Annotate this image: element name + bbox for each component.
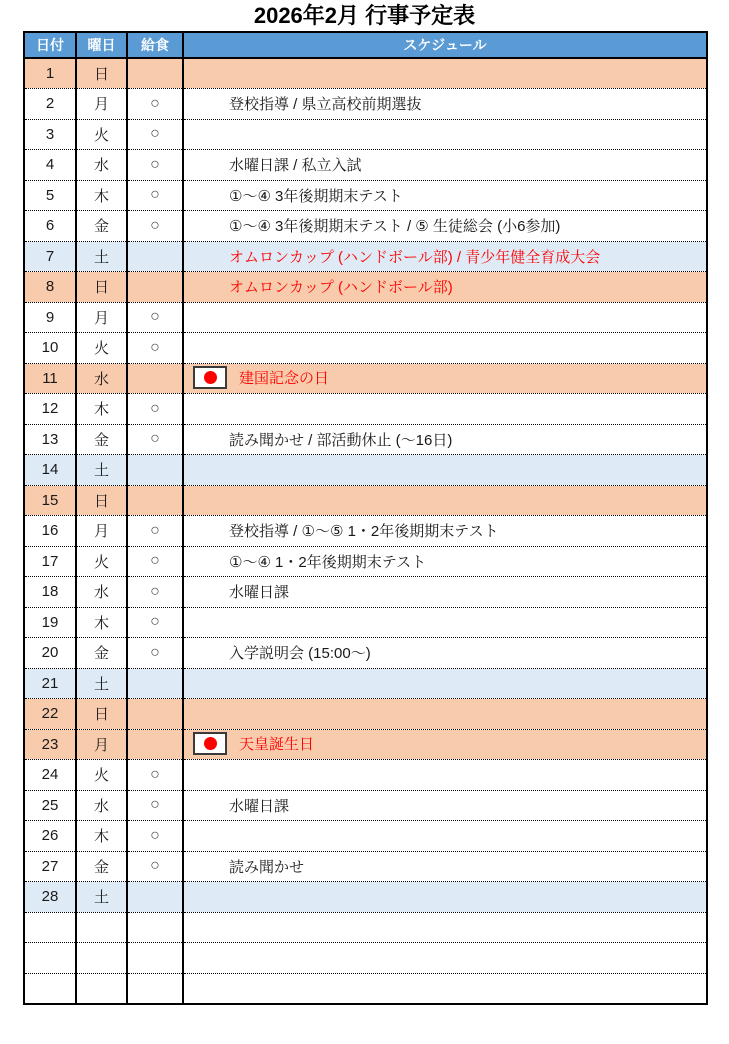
day-of-week-cell: 月 (76, 516, 127, 547)
day-of-week-cell: 月 (76, 302, 127, 333)
date-cell: 27 (24, 851, 76, 882)
schedule-text: ①～④ 3年後期期末テスト / ⑤ 生徒総会 (小6参加) (229, 218, 561, 236)
date-cell: 3 (24, 119, 76, 150)
date-cell: 7 (24, 241, 76, 272)
schedule-cell (183, 882, 707, 913)
table-row (24, 790, 707, 821)
header-row (24, 32, 707, 58)
schedule-cell (183, 485, 707, 516)
schedule-cell (183, 150, 707, 181)
day-of-week-cell: 水 (76, 790, 127, 821)
lunch-cell: ○ (127, 394, 183, 425)
lunch-cell (127, 668, 183, 699)
date-cell: 10 (24, 333, 76, 364)
lunch-cell: ○ (127, 638, 183, 669)
day-of-week-cell: 土 (76, 455, 127, 486)
table-row (24, 119, 707, 150)
lunch-cell: ○ (127, 546, 183, 577)
event-schedule-page (0, 3, 729, 1005)
lunch-cell (127, 943, 183, 974)
day-of-week-cell: 土 (76, 668, 127, 699)
schedule-table-header (24, 32, 707, 58)
day-of-week-cell: 火 (76, 760, 127, 791)
date-cell: 8 (24, 272, 76, 303)
schedule-cell (183, 699, 707, 730)
schedule-cell (183, 577, 707, 608)
day-of-week-cell: 土 (76, 882, 127, 913)
schedule-cell (183, 211, 707, 242)
lunch-cell (127, 241, 183, 272)
schedule-text: 天皇誕生日 (239, 736, 315, 754)
schedule-cell (183, 58, 707, 89)
day-of-week-cell: 火 (76, 333, 127, 364)
schedule-text: オムロンカップ (ハンドボール部) / 青少年健全育成大会 (229, 248, 601, 266)
table-row (24, 851, 707, 882)
date-cell (24, 973, 76, 1004)
date-cell: 6 (24, 211, 76, 242)
date-cell (24, 912, 76, 943)
table-row (24, 485, 707, 516)
date-cell: 15 (24, 485, 76, 516)
day-of-week-cell (76, 943, 127, 974)
schedule-cell (183, 516, 707, 547)
schedule-cell (183, 912, 707, 943)
lunch-cell: ○ (127, 119, 183, 150)
schedule-cell (183, 89, 707, 120)
date-cell: 16 (24, 516, 76, 547)
date-cell: 4 (24, 150, 76, 181)
schedule-text: 登校指導 / 県立高校前期選抜 (229, 96, 422, 114)
table-row (24, 760, 707, 791)
date-cell: 18 (24, 577, 76, 608)
lunch-cell: ○ (127, 790, 183, 821)
schedule-cell (183, 333, 707, 364)
lunch-cell (127, 363, 183, 394)
schedule-cell (183, 424, 707, 455)
schedule-cell (183, 455, 707, 486)
schedule-cell (183, 790, 707, 821)
date-cell: 20 (24, 638, 76, 669)
date-cell: 26 (24, 821, 76, 852)
lunch-cell: ○ (127, 760, 183, 791)
schedule-text: ①～④ 1・2年後期期末テスト (229, 553, 427, 571)
date-cell: 14 (24, 455, 76, 486)
day-of-week-cell: 月 (76, 89, 127, 120)
schedule-table (23, 31, 708, 1005)
table-row (24, 821, 707, 852)
table-row (24, 89, 707, 120)
schedule-cell (183, 363, 707, 394)
table-row (24, 241, 707, 272)
schedule-text: 登校指導 / ①～⑤ 1・2年後期期末テスト (229, 523, 499, 541)
lunch-cell: ○ (127, 150, 183, 181)
table-row (24, 333, 707, 364)
date-cell: 2 (24, 89, 76, 120)
schedule-text: 読み聞かせ (229, 858, 305, 876)
lunch-cell (127, 699, 183, 730)
japan-flag-icon (193, 366, 227, 389)
lunch-cell: ○ (127, 607, 183, 638)
day-of-week-cell (76, 973, 127, 1004)
date-cell (24, 943, 76, 974)
date-cell: 12 (24, 394, 76, 425)
day-of-week-cell: 金 (76, 211, 127, 242)
col-header-schedule: スケジュール (183, 32, 707, 58)
lunch-cell (127, 485, 183, 516)
flag-sun-circle (204, 371, 217, 384)
table-row (24, 607, 707, 638)
date-cell: 28 (24, 882, 76, 913)
table-row (24, 882, 707, 913)
schedule-cell (183, 180, 707, 211)
schedule-text: 読み聞かせ / 部活動休止 (～16日) (229, 431, 453, 449)
lunch-cell: ○ (127, 333, 183, 364)
page-title: 2026年2月 行事予定表 (253, 3, 476, 28)
date-cell: 21 (24, 668, 76, 699)
day-of-week-cell: 金 (76, 851, 127, 882)
day-of-week-cell: 日 (76, 58, 127, 89)
day-of-week-cell: 木 (76, 821, 127, 852)
day-of-week-cell: 火 (76, 119, 127, 150)
day-of-week-cell: 月 (76, 729, 127, 760)
day-of-week-cell: 金 (76, 638, 127, 669)
date-cell: 17 (24, 546, 76, 577)
date-cell: 11 (24, 363, 76, 394)
japan-flag-icon (193, 732, 227, 755)
lunch-cell: ○ (127, 211, 183, 242)
table-row (24, 943, 707, 974)
table-row (24, 546, 707, 577)
day-of-week-cell: 木 (76, 394, 127, 425)
day-of-week-cell: 火 (76, 546, 127, 577)
schedule-text: 水曜日課 / 私立入試 (229, 157, 362, 175)
date-cell: 19 (24, 607, 76, 638)
lunch-cell: ○ (127, 424, 183, 455)
schedule-cell (183, 851, 707, 882)
schedule-cell (183, 821, 707, 852)
table-row (24, 699, 707, 730)
lunch-cell: ○ (127, 89, 183, 120)
schedule-cell (183, 546, 707, 577)
schedule-cell (183, 729, 707, 760)
day-of-week-cell: 日 (76, 699, 127, 730)
table-row (24, 729, 707, 760)
day-of-week-cell: 木 (76, 607, 127, 638)
schedule-text: ①～④ 3年後期期末テスト (229, 187, 403, 205)
day-of-week-cell: 金 (76, 424, 127, 455)
schedule-text: 水曜日課 (229, 797, 290, 815)
lunch-cell: ○ (127, 180, 183, 211)
table-row (24, 912, 707, 943)
schedule-cell (183, 241, 707, 272)
date-cell: 22 (24, 699, 76, 730)
date-cell: 23 (24, 729, 76, 760)
lunch-cell: ○ (127, 516, 183, 547)
date-cell: 1 (24, 58, 76, 89)
table-row (24, 211, 707, 242)
schedule-text: 建国記念の日 (239, 370, 330, 388)
lunch-cell (127, 272, 183, 303)
table-row (24, 424, 707, 455)
table-row (24, 58, 707, 89)
lunch-cell: ○ (127, 302, 183, 333)
table-row (24, 150, 707, 181)
table-row (24, 272, 707, 303)
schedule-table-body (24, 58, 707, 1004)
table-row (24, 668, 707, 699)
date-cell: 25 (24, 790, 76, 821)
table-row (24, 180, 707, 211)
schedule-cell (183, 119, 707, 150)
table-row (24, 577, 707, 608)
date-cell: 13 (24, 424, 76, 455)
lunch-cell: ○ (127, 821, 183, 852)
table-row (24, 455, 707, 486)
col-header-day: 曜日 (76, 32, 127, 58)
lunch-cell (127, 455, 183, 486)
schedule-cell (183, 394, 707, 425)
col-header-date: 日付 (24, 32, 76, 58)
table-row (24, 394, 707, 425)
table-row (24, 302, 707, 333)
schedule-cell (183, 943, 707, 974)
schedule-text: 入学説明会 (15:00～) (229, 645, 371, 663)
lunch-cell (127, 912, 183, 943)
schedule-cell (183, 668, 707, 699)
schedule-cell (183, 638, 707, 669)
table-row (24, 638, 707, 669)
day-of-week-cell: 木 (76, 180, 127, 211)
schedule-cell (183, 973, 707, 1004)
lunch-cell (127, 882, 183, 913)
date-cell: 24 (24, 760, 76, 791)
lunch-cell (127, 973, 183, 1004)
flag-sun-circle (204, 737, 217, 750)
day-of-week-cell: 日 (76, 485, 127, 516)
schedule-cell (183, 272, 707, 303)
day-of-week-cell: 土 (76, 241, 127, 272)
schedule-cell (183, 302, 707, 333)
schedule-text: 水曜日課 (229, 584, 290, 602)
table-row (24, 973, 707, 1004)
lunch-cell: ○ (127, 851, 183, 882)
day-of-week-cell: 水 (76, 577, 127, 608)
schedule-text: オムロンカップ (ハンドボール部) (229, 279, 453, 297)
day-of-week-cell (76, 912, 127, 943)
col-header-lunch: 給食 (127, 32, 183, 58)
date-cell: 5 (24, 180, 76, 211)
lunch-cell (127, 58, 183, 89)
lunch-cell (127, 729, 183, 760)
schedule-cell (183, 760, 707, 791)
date-cell: 9 (24, 302, 76, 333)
day-of-week-cell: 日 (76, 272, 127, 303)
table-row (24, 516, 707, 547)
lunch-cell: ○ (127, 577, 183, 608)
day-of-week-cell: 水 (76, 150, 127, 181)
schedule-cell (183, 607, 707, 638)
table-row (24, 363, 707, 394)
day-of-week-cell: 水 (76, 363, 127, 394)
